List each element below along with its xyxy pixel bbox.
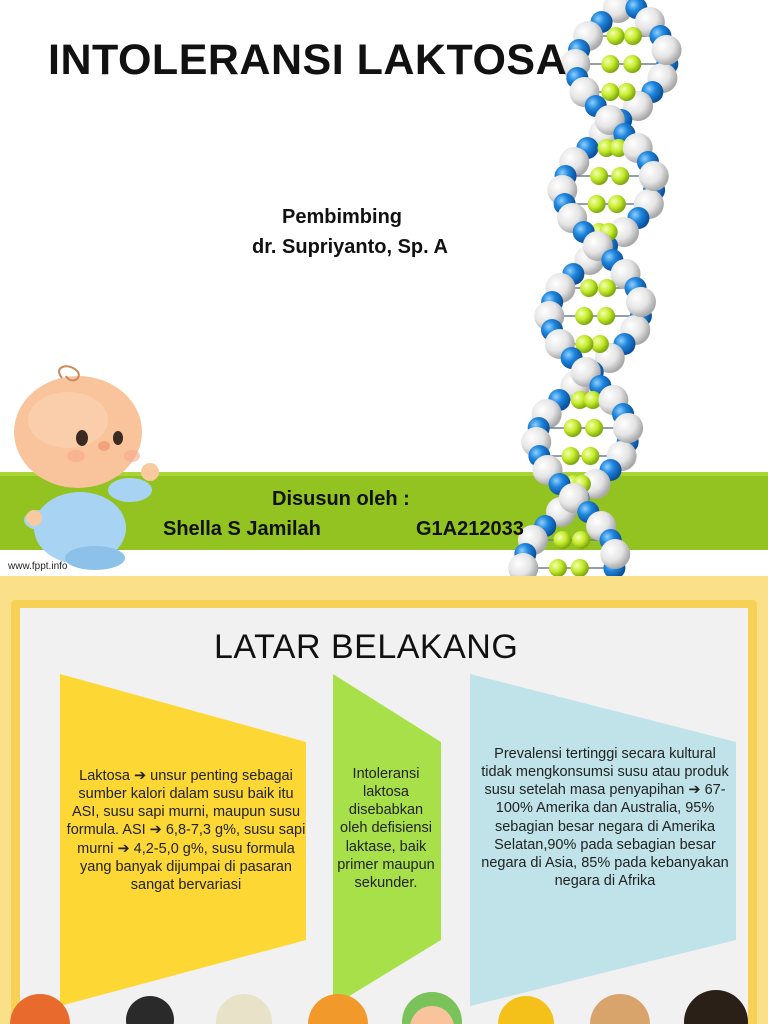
dna-helix-illustration — [500, 0, 768, 576]
lactose-info-text: Laktosa ➔ unsur penting sebagai sumber kalori dalam susu baik itu ASI, susu sapi murni, maupun susu formula. ASI ➔ 6,8-7,3 g%, susu sapi murni ➔ 4,2-5,0 g%, susu formula yang banyak dijumpai di pasaran sangat bervariasi — [66, 768, 306, 893]
background-slide — [0, 576, 768, 1024]
advisor-label: Pembimbing — [282, 206, 403, 228]
children-illustration — [0, 966, 768, 1024]
compiled-by-label: Disusun oleh : — [272, 488, 410, 510]
student-id: G1A212033 — [416, 518, 524, 540]
slide-heading: LATAR BELAKANG — [214, 628, 519, 666]
prevalence-info-text: Prevalensi tertinggi secara kultural tidak mengkonsumsi susu atau produk susu setelah masa penyapihan ➔ 67-100% Amerika dan Australia, 95% sebagian besar negara di Amerika Selatan,90% pada sebagian besar negara di Asia, 85% pada kebanyakan negara di Afrika — [481, 746, 729, 889]
baby-illustration — [0, 360, 170, 570]
cause-info-text: Intoleransi laktosa disebabkan oleh defisiensi laktase, baik primer maupun sekunder. — [337, 766, 435, 891]
presentation-title: INTOLERANSI LAKTOSA — [48, 36, 568, 84]
student-name: Shella S Jamilah — [163, 518, 321, 540]
footer-url: www.fppt.info — [8, 561, 68, 572]
advisor-name: dr. Supriyanto, Sp. A — [252, 236, 448, 258]
